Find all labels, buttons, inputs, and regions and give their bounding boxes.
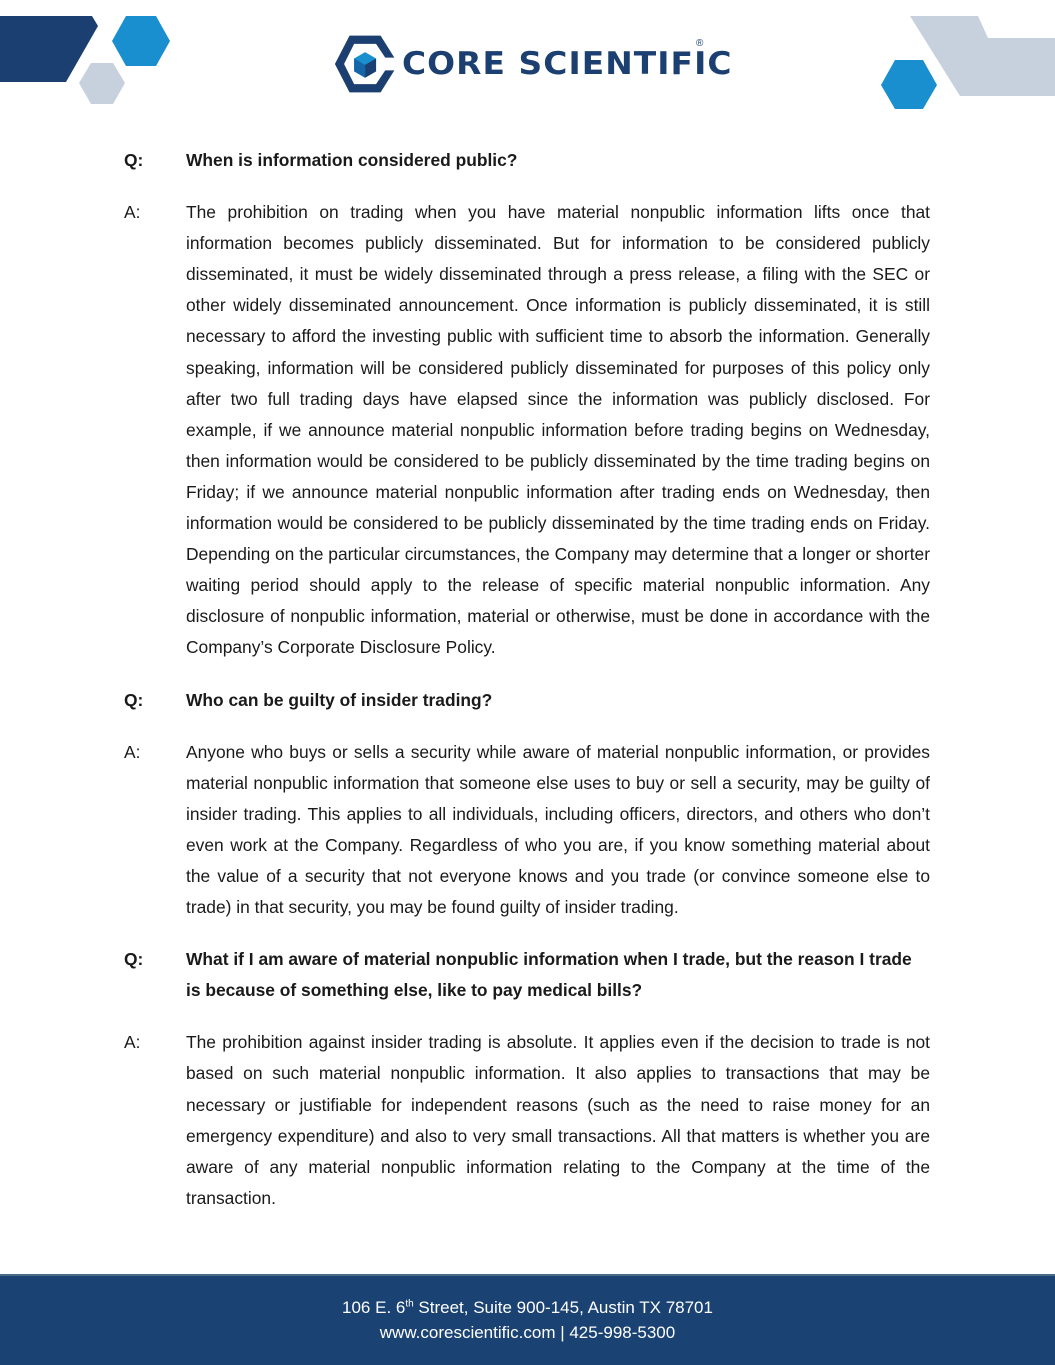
answer-text: The prohibition on trading when you have material nonpublic information lifts once that information becomes publicly disseminated. But for information to be considered publicly disseminated, it must be widely disseminated through a press release, a filing with the SEC or other widely disseminated announcement. Once information is publicly disseminated, it is still necessary to afford the investing public with sufficient time to absorb the information. Generally speaking, information will be considered publicly disseminated for purposes of this policy only after two full trading days have elapsed since the information was publicly disclosed. For example, if we announce material nonpublic information before trading begins on Wednesday, then information would be considered to be publicly disseminated by the time trading begins on Friday; if we announce material nonpublic information after trading ends on Wednesday, then information would be considered to be publicly disseminated by the time trading ends on Friday. Depending on the particular circumstances, the Company may determine that a longer or shorter waiting period should apply to the release of specific material nonpublic information. Any disclosure of nonpublic information, material or otherwise, must be done in accordance with the Company’s Corporate Disclosure Policy.	[186, 202, 930, 658]
faq-question-2	[124, 685, 930, 716]
question-label: Q:	[124, 150, 144, 170]
answer-label: A:	[124, 741, 141, 762]
question-text: When is information considered public?	[186, 150, 518, 170]
question-label: Q:	[124, 689, 144, 710]
company-logo	[334, 30, 733, 98]
header-right-decoration-icon	[870, 0, 1055, 115]
faq-question-3	[124, 944, 930, 1006]
footer-contact: www.corescientific.com | 425-998-5300	[379, 1323, 676, 1342]
address-ordinal: th	[405, 1298, 414, 1310]
hexagon-cube-logo-icon	[334, 31, 396, 97]
faq-question-1	[124, 145, 930, 176]
answer-text: The prohibition against insider trading is absolute. It applies even if the decision to trade is not based on such material nonpublic information. It also applies to transactions that may be necessary or justifiable for independent reasons (such as the need to raise money for an emergency expenditure) and also to very small transactions. All that matters is whether you are aware of any material nonpublic information relating to the Company at the time of the transaction.	[186, 1032, 930, 1208]
question-text: What if I am aware of material nonpublic information when I trade, but the reason I trade is because of something else, like to pay medical bills?	[186, 949, 912, 1001]
answer-text: Anyone who buys or sells a security while aware of material nonpublic information, or provides material nonpublic information that someone else uses to buy or sell a security, may be guilty of insider trading. This applies to all individuals, including officers, directors, and others who don’t even work at the Company. Regardless of who you are, if you know something material about the value of a security that not everyone knows and you trade (or convince someone else to trade) in that security, you may be found guilty of insider trading.	[186, 741, 930, 918]
faq-answer-1	[124, 197, 930, 663]
answer-label: A:	[124, 1032, 141, 1053]
faq-answer-2	[124, 737, 930, 924]
question-label: Q:	[124, 949, 144, 970]
logo-wordmark: CORE SCIENTIFIC	[402, 46, 733, 82]
faq-content	[0, 145, 1055, 1214]
faq-answer-3	[124, 1027, 930, 1214]
address-part: Street, Suite 900-145, Austin TX 78701	[413, 1298, 713, 1317]
question-text: Who can be guilty of insider trading?	[186, 689, 493, 710]
registered-mark: ®	[696, 38, 704, 49]
answer-label: A:	[124, 202, 141, 223]
page-header	[0, 0, 1055, 120]
footer-address	[0, 1295, 1055, 1320]
page-footer	[0, 1274, 1055, 1365]
address-part: 106 E. 6	[342, 1298, 406, 1317]
header-left-decoration-icon	[0, 0, 180, 110]
